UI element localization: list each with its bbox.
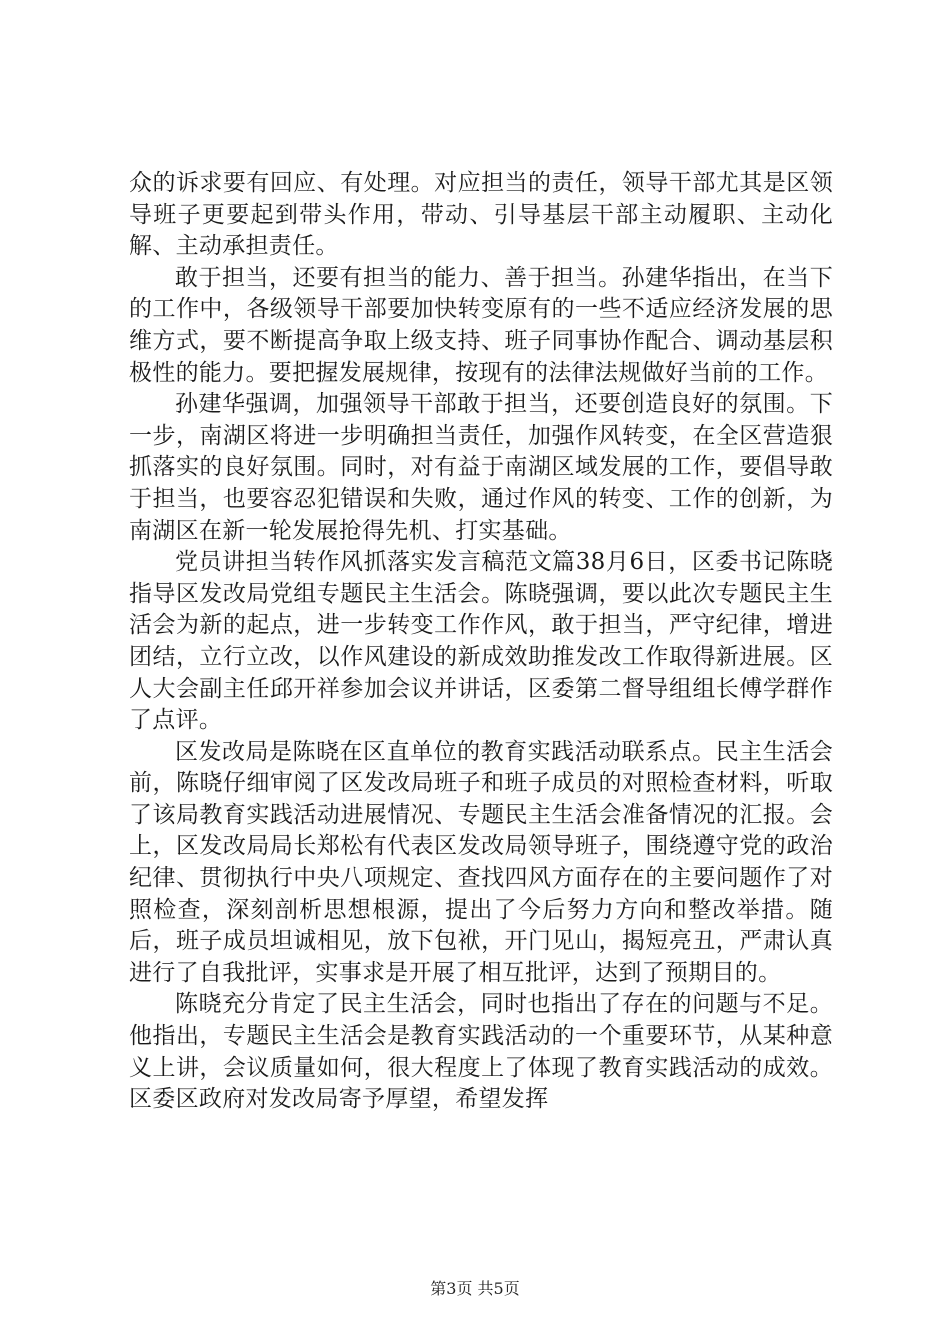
paragraph: 众的诉求要有回应、有处理。对应担当的责任，领导干部尤其是区领导班子更要起到带头作用，带动、引导基层干部主动履职、主动化解、主动承担责任。 xyxy=(129,170,833,260)
paragraph: 孙建华强调，加强领导干部敢于担当，还要创造良好的氛围。下一步，南湖区将进一步明确担当责任，加强作风转变，在全区营造狠抓落实的良好氛围。同时，对有益于南湖区域发展的工作，要倡导敢于担当，也要容忍犯错误和失败，通过作风的转变、工作的创新，为南湖区在新一轮发展抢得先机、打实基础。 xyxy=(129,391,833,544)
paragraph: 党员讲担当转作风抓落实发言稿范文篇38月6日，区委书记陈晓指导区发改局党组专题民主生活会。陈晓强调，要以此次专题民主生活会为新的起点，进一步转变工作作风，敢于担当，严守纪律，增进团结，立行立改，以作风建设的新成效助推发改工作取得新进展。区人大会副主任邱开祥参加会议并讲话，区委第二督导组组长傅学群作了点评。 xyxy=(129,549,833,734)
paragraph: 区发改局是陈晓在区直单位的教育实践活动联系点。民主生活会前，陈晓仔细审阅了区发改局班子和班子成员的对照检查材料，听取了该局教育实践活动进展情况、专题民主生活会准备情况的汇报。会上，区发改局局长郑松有代表区发改局领导班子，围绕遵守党的政治纪律、贯彻执行中央八项规定、查找四风方面存在的主要问题作了对照检查，深刻剖析思想根源，提出了今后努力方向和整改举措。随后，班子成员坦诚相见，放下包袱，开门见山，揭短亮丑，严肃认真进行了自我批评，实事求是开展了相互批评，达到了预期目的。 xyxy=(129,738,833,986)
paragraph: 陈晓充分肯定了民主生活会，同时也指出了存在的问题与不足。他指出，专题民主生活会是教育实践活动的一个重要环节，从某种意义上讲，会议质量如何，很大程度上了体现了教育实践活动的成效。区委区政府对发改局寄予厚望，希望发挥 xyxy=(129,991,833,1113)
document-body xyxy=(129,168,833,1116)
page-number-footer: 第3页 共5页 xyxy=(430,1279,520,1298)
paragraph: 敢于担当，还要有担当的能力、善于担当。孙建华指出，在当下的工作中，各级领导干部要加快转变原有的一些不适应经济发展的思维方式，要不断提高争取上级支持、班子同事协作配合、调动基层积极性的能力。要把握发展规律，按现有的法律法规做好当前的工作。 xyxy=(129,264,833,386)
